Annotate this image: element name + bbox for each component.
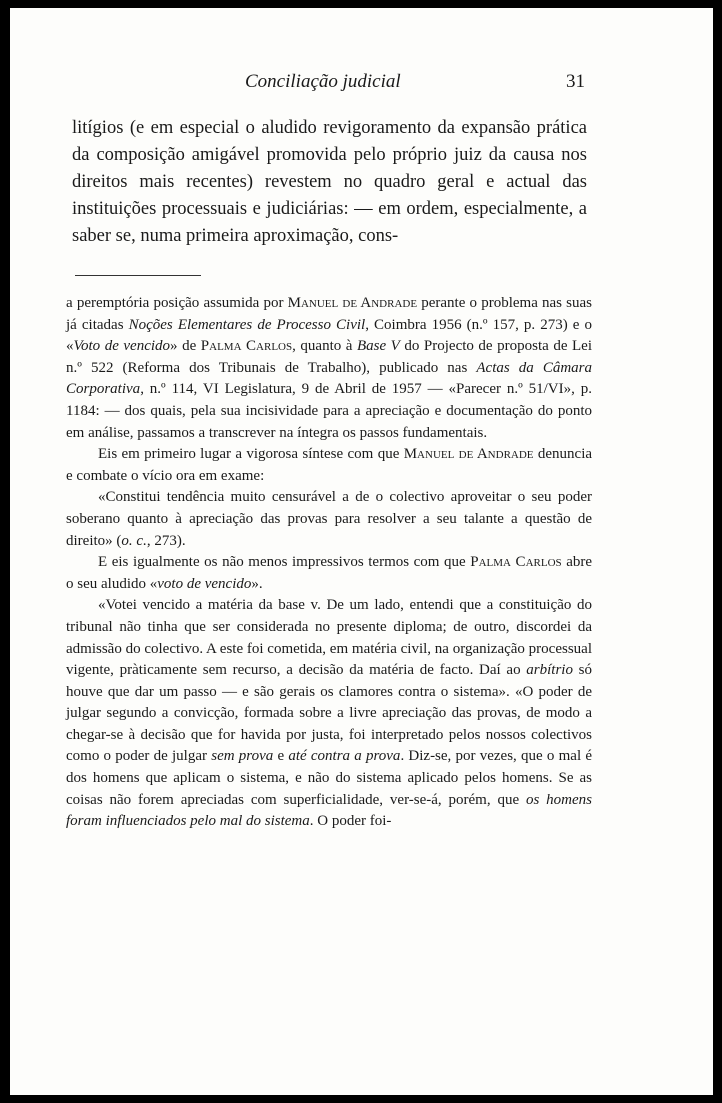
main-paragraph: litígios (e em especial o aludido revigoramento da expansão prática da composição amigável promovida pelo próprio juiz da causa nos direitos mais recentes) revestem no quadro geral e actual das instituições processuais e judiciárias: — em ordem, especialmente, a saber se, numa primeira aproximação, cons- (72, 118, 587, 246)
footnote (66, 293, 592, 833)
text-run: , 273). (146, 532, 186, 549)
text-run: «Votei vencido a matéria da base v. De um lado, entendi que a constituição do tribunal não tinha que ser considerada no presente diploma; de outro, discordei da admissão do colectivo. A este foi cometida, em matéria civil, na organização processual vigente, pràticamente sem recurso, a decisão da matéria de facto. Daí ao (66, 597, 592, 679)
publication-title: Actas da Câmara Corporativa (66, 359, 593, 398)
footnote-paragraph-2 (66, 444, 592, 487)
page-header (10, 71, 713, 101)
book-page (10, 8, 713, 1095)
text-run: . Diz-se, por vezes, que o mal é dos homens que aplicam o sistema, e não do sistema aplicado pelos homens. Se as coisas não forem apreciadas com superficialidade, ver-se-á, porém, que (66, 748, 592, 808)
footnote-paragraph-1 (66, 293, 592, 444)
author-name: Palma Carlos (200, 338, 293, 355)
text-run: . O poder foi- (309, 813, 392, 830)
text-run: abre o seu aludido « (66, 554, 593, 592)
text-run: ». (251, 575, 263, 592)
text-run: , quanto à (292, 338, 357, 355)
footnote-paragraph-3 (66, 487, 592, 552)
footnote-paragraph-5 (66, 595, 592, 833)
emphasis: arbítrio (526, 662, 573, 679)
work-title: Voto de vencido (73, 338, 171, 355)
emphasis: até contra a prova (288, 748, 401, 765)
citation: o. c. (121, 532, 147, 549)
page-number: 31 (566, 71, 585, 92)
text-run: só houve que dar um passo — e são gerais os clamores contra o sistema». «O poder de julgar segundo a convicção, formada sobre a livre apreciação das provas, de modo a chegar-se à decisão que for havida por justa, foi interpretado pelos nossos colectivos como o poder de julgar (66, 662, 593, 765)
text-run: a peremptória posição assumida por (66, 295, 288, 311)
text-run: e (273, 748, 289, 765)
text-run: Eis em primeiro lugar a vigorosa síntese com que (98, 446, 404, 463)
author-name: Manuel de Andrade (287, 295, 418, 311)
text-run: » de (170, 338, 201, 355)
text-run: «Constitui tendência muito censurável a de o colectivo aproveitar o seu poder soberano quanto à apreciação das provas para resolver a seu talante a questão de direito» ( (66, 489, 592, 549)
author-name: Manuel de Andrade (403, 446, 534, 463)
text-run: do Projecto de proposta de Lei n.º 522 (Reforma dos Tribunais de Trabalho), publicado nas (66, 338, 592, 376)
book-title: Noções Elementares de Processo Civil (128, 316, 366, 333)
footnote-paragraph-4 (66, 552, 592, 595)
work-title: voto de vencido (157, 575, 252, 592)
author-name: Palma Carlos (470, 554, 562, 571)
text-run: , n.º 114, VI Legislatura, 9 de Abril de 1957 — «Parecer n.º 51/VI», p. 1184: — dos quais, pela sua incisividade para a apreciação e documentação do ponto em análise, passamos a transcrever na íntegra os passos fundamentais. (66, 381, 592, 441)
text-run: perante o problema nas suas já citadas (66, 295, 593, 333)
running-title: Conciliação judicial (245, 71, 401, 92)
work-title: Base V (356, 338, 400, 355)
text-run: , Coimbra 1956 (n.º 157, p. 273) e o « (66, 316, 592, 355)
text-run: denuncia e combate o vício ora em exame: (66, 446, 593, 484)
text-run: E eis igualmente os não menos impressivos termos com que (98, 554, 471, 571)
emphasis: os homens foram influenciados pelo mal do sistema (66, 791, 592, 830)
emphasis: sem prova (211, 748, 274, 765)
footnote-separator (75, 275, 201, 276)
